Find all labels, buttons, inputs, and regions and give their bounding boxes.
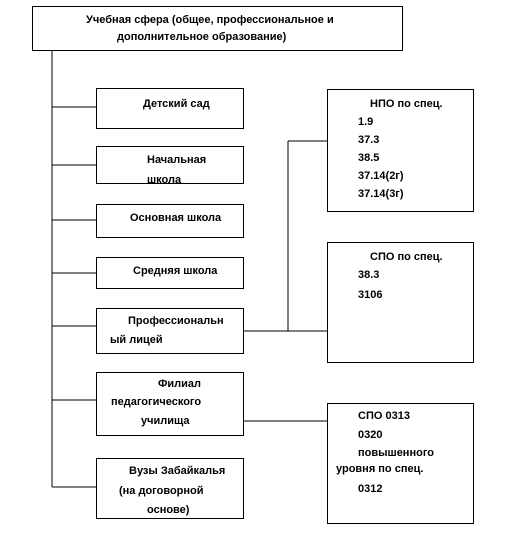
secondary-school-label: Средняя школа xyxy=(133,265,218,277)
university-label-line1: Вузы Забайкалья xyxy=(129,465,226,477)
spo-0313-box xyxy=(327,403,474,524)
root-box xyxy=(32,6,403,51)
college-label-line2: педагогического xyxy=(111,396,202,408)
college-branch-box xyxy=(96,372,244,436)
kindergarten-box xyxy=(96,88,244,129)
spo2-line: СПО 0313 xyxy=(358,410,410,422)
spo-item: 38.3 xyxy=(358,269,380,281)
basic-school-label: Основная школа xyxy=(130,212,222,224)
npo-box xyxy=(327,89,474,212)
spo2-line: 0312 xyxy=(358,483,383,495)
spo2-line: повышенного xyxy=(358,447,434,459)
primary-school-box xyxy=(96,146,244,184)
lyceum-box xyxy=(96,308,244,354)
spo-item: 3106 xyxy=(358,289,383,301)
root-title-line1: Учебная сфера (общее, профессиональное и xyxy=(86,14,334,26)
npo-item: 38.5 xyxy=(358,152,380,164)
university-label-line3: основе) xyxy=(147,504,190,516)
lyceum-label-line2: ый лицей xyxy=(110,334,163,346)
university-box xyxy=(96,458,244,519)
lyceum-label-line1: Профессиональн xyxy=(128,315,224,327)
kindergarten-label: Детский сад xyxy=(143,98,210,110)
secondary-school-box xyxy=(96,257,244,289)
spo-box xyxy=(327,242,474,363)
college-label-line3: училища xyxy=(141,415,190,427)
spo2-line: уровня по спец. xyxy=(336,463,424,475)
spo-title: СПО по спец. xyxy=(370,251,443,263)
npo-item: 37.3 xyxy=(358,134,380,146)
npo-item: 37.14(2г) xyxy=(358,170,404,182)
primary-school-label-line2: школа xyxy=(147,174,182,184)
npo-item: 37.14(3г) xyxy=(358,188,404,200)
university-label-line2: (на договорной xyxy=(119,485,204,497)
npo-title: НПО по спец. xyxy=(370,98,443,110)
primary-school-label-line1: Начальная xyxy=(147,154,207,166)
root-title-line2: дополнительное образование) xyxy=(117,31,287,43)
college-label-line1: Филиал xyxy=(158,378,202,390)
npo-item: 1.9 xyxy=(358,116,374,128)
basic-school-box xyxy=(96,204,244,238)
spo2-line: 0320 xyxy=(358,429,383,441)
